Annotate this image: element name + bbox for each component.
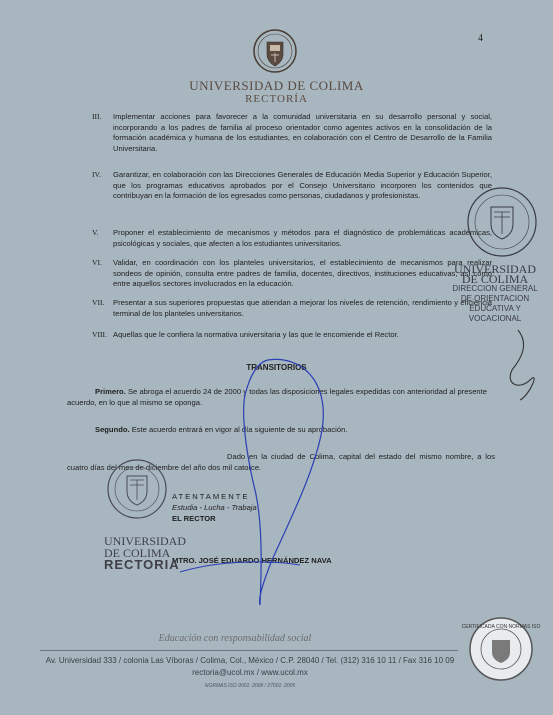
item-number: III.: [92, 112, 102, 121]
stamp-left-line2: DE COLIMA: [104, 546, 171, 560]
segundo-paragraph: [67, 424, 487, 435]
item-number: VI.: [92, 258, 102, 267]
item-number: V.: [92, 228, 99, 237]
footer-divider: [40, 650, 458, 651]
list-item: [92, 170, 492, 202]
atentamente-label: ATENTAMENTE: [172, 492, 250, 501]
primero-paragraph: [67, 386, 487, 408]
item-text: Proponer el establecimiento de mecanismos y métodos para el diagnóstico de problemáticas académicas, psicológicas y sociales, que afecten a los estudiantes universitarios.: [113, 228, 492, 248]
list-item: [92, 298, 492, 319]
primero-text: Se abroga el acuerdo 24 de 2000 y todas las disposiciones legales expedidas con anterioridad al presente acuerdo, en lo que al mismo se oponga.: [67, 387, 487, 407]
item-number: IV.: [92, 170, 101, 179]
stamp-right-line5: EDUCATIVA Y: [469, 304, 521, 313]
university-crest-icon: [252, 28, 298, 78]
office-name: RECTORÍA: [245, 93, 308, 105]
page-number: 4: [478, 33, 483, 44]
list-item: [92, 258, 492, 290]
item-number: VIII.: [92, 330, 107, 339]
item-text: Garantizar, en colaboración con las Direcciones Generales de Educación Media Superior y Educación Superior, que los programas educativos aprobados por el Consejo Universitario incorporen los contenidos que contribuyan en la formación de los egresados como personas, ciudadanos y profesionistas.: [113, 170, 492, 201]
item-text: Presentar a sus superiores propuestas que atiendan a mejorar los niveles de retención, rendimiento y eficiencia terminal de los planteles universitarios.: [113, 298, 492, 318]
stamp-right-line1: UNIVERSIDAD: [454, 262, 536, 276]
list-item: [92, 112, 492, 154]
signer-name: MTRO. JOSÉ EDUARDO HERNÁNDEZ NAVA: [172, 556, 332, 565]
stamp-left-line3: RECTORIA: [104, 557, 180, 572]
stamp-right-line3: DIRECCION GENERAL: [452, 284, 538, 293]
segundo-text: Este acuerdo entrará en vigor al día siguiente de su aprobación.: [129, 425, 348, 434]
stamp-right-line6: VOCACIONAL: [468, 314, 522, 323]
footer-contact: rectoria@ucol.mx / www.ucol.mx: [192, 668, 308, 677]
university-name: UNIVERSIDAD DE COLIMA: [189, 78, 364, 93]
list-item: [92, 330, 492, 341]
rectoria-stamp-text: [104, 535, 204, 571]
stamp-right-line2: DE COLIMA: [461, 272, 529, 286]
dado-paragraph: Dado en la ciudad de Colima, capital del estado del mismo nombre, a los cuatro días del mes de diciembre del año dos mil catorce.: [67, 452, 495, 472]
seal-text: CERTIFICADA CON NORMAS ISO: [461, 624, 541, 630]
stamp-right-line4: DE ORIENTACION: [460, 294, 530, 303]
item-text: Validar, en coordinación con los planteles universitarios, el establecimiento de mecanismos para realizar sondeos de opinión, consulta entre padres de familia, docentes, directivos, instituciones educativas, así como entre aquellos sectores involucrados en la educación.: [113, 258, 492, 289]
footer-address: Av. Universidad 333 / colonia Las Víboras / Colima, Col., México / C.P. 28040 / Tel. (312) 316 10 11 / Fax 316 10 09: [45, 656, 455, 665]
item-text: Implementar acciones para favorecer a la comunidad universitaria en su desarrollo personal y social, incorporando a los padres de familia al proceso orientador como agentes activos en la consolidación de la formación académica y humana de los estudiantes, en colaboración con el Centro de Desarrollo de la Familia Universitaria.: [113, 112, 492, 153]
signer-role: EL RECTOR: [172, 514, 216, 523]
footer-motto: Educación con responsabilidad social: [158, 633, 312, 644]
transitorios-title: TRANSITORIOS: [246, 363, 307, 372]
list-item: [92, 228, 492, 249]
institution-motto: Estudia - Lucha - Trabaja: [172, 503, 257, 512]
rectoria-stamp-icon: [106, 458, 168, 520]
segundo-label: Segundo.: [95, 425, 130, 434]
item-text: Aquellas que le confiera la normativa universitaria y las que le encomiende el Rector.: [113, 330, 399, 339]
orientation-stamp-icon: [466, 186, 538, 258]
item-number: VII.: [92, 298, 105, 307]
footer-iso: NORMAS ISO 9001: 2008 / 27001: 2005: [204, 683, 296, 689]
closing-block: [172, 491, 257, 524]
stamp-left-line1: UNIVERSIDAD: [104, 534, 186, 548]
primero-label: Primero.: [95, 387, 126, 396]
orientation-stamp-text: [440, 264, 550, 324]
